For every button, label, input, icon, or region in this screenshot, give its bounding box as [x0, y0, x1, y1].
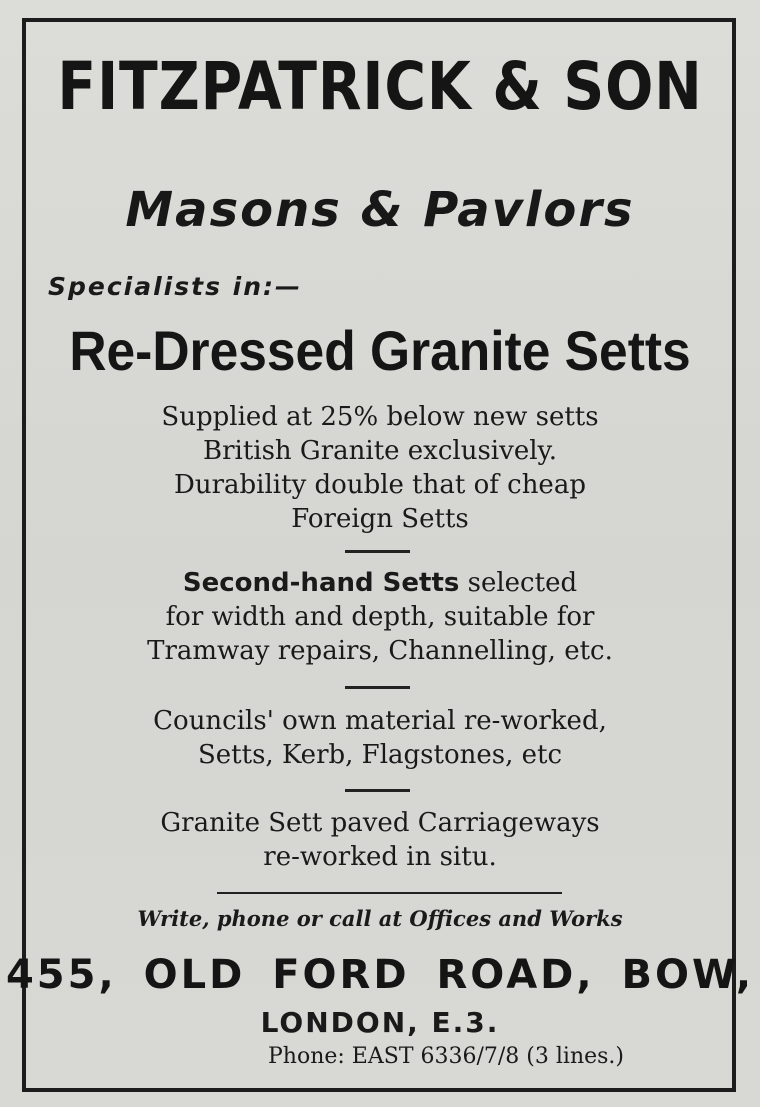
- block-second-hand: [0, 566, 760, 668]
- body-line: Setts, Kerb, Flagstones, etc: [197, 740, 563, 770]
- specialists-label: Specialists in:—: [48, 272, 303, 301]
- body-line: [0, 566, 760, 600]
- body-line: British Granite exclusively.: [202, 436, 558, 466]
- second-hand-lead: Second-hand Setts: [182, 568, 460, 598]
- divider: [345, 550, 410, 553]
- body-line: Durability double that of cheap: [174, 470, 586, 500]
- block-councils: [0, 704, 760, 772]
- body-line: Granite Sett paved Carriageways: [160, 808, 600, 838]
- street-address: 455, OLD FORD ROAD, BOW,: [5, 952, 755, 998]
- second-hand-rest: selected: [467, 568, 578, 598]
- trade-title: Masons & Pavlors: [125, 182, 635, 238]
- body-line: Supplied at 25% below new setts: [161, 402, 599, 432]
- block-carriageways: [0, 806, 760, 874]
- body-line: Tramway repairs, Channelling, etc.: [147, 636, 613, 666]
- body-line: for width and depth, suitable for: [165, 602, 595, 632]
- body-line: Councils' own material re-worked,: [153, 706, 607, 736]
- divider: [345, 686, 410, 689]
- block-supply: [0, 400, 760, 536]
- city-line: LONDON, E.3.: [260, 1006, 500, 1039]
- firm-name: FITZPATRICK & SON: [57, 48, 703, 125]
- body-line: Foreign Setts: [291, 504, 469, 534]
- divider-long: [217, 892, 562, 894]
- divider: [345, 789, 410, 792]
- headline: Re-Dressed Granite Setts: [69, 319, 691, 382]
- phone-line: Phone: EAST 6336/7/8 (3 lines.): [268, 1044, 624, 1069]
- body-line: re-worked in situ.: [263, 842, 497, 872]
- contact-line: Write, phone or call at Offices and Works: [137, 906, 623, 931]
